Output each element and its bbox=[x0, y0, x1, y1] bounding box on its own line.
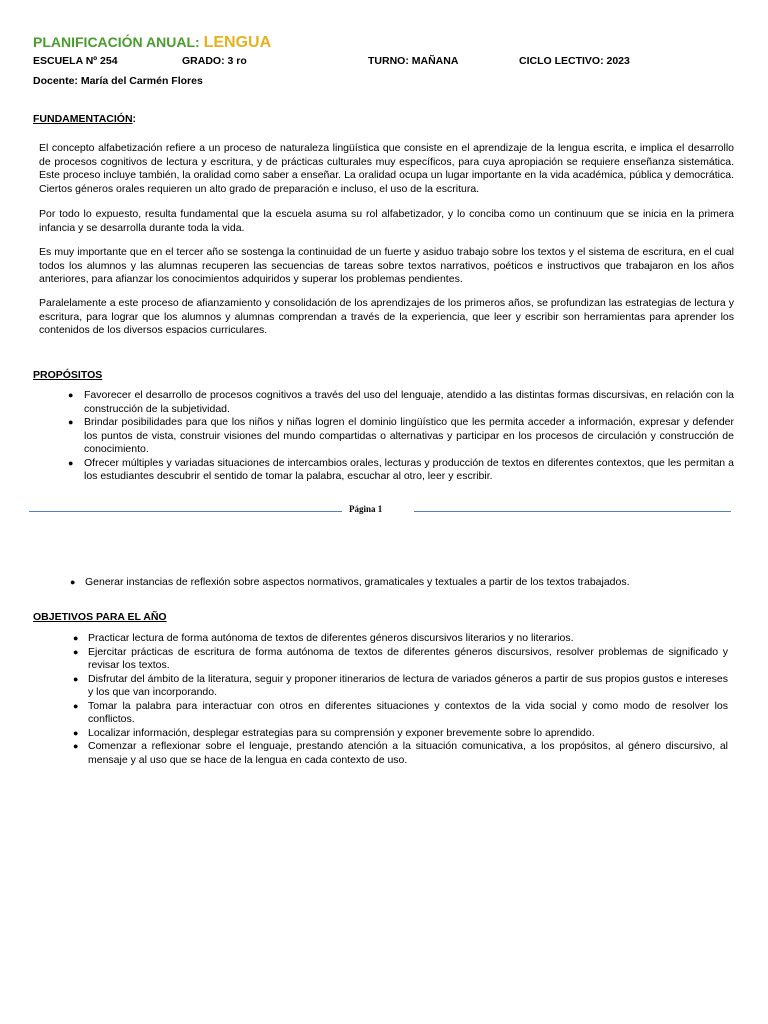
grado-label: GRADO: 3 ro bbox=[182, 55, 247, 67]
list-item-text: Favorecer el desarrollo de procesos cognitivos a través del uso del lenguaje, atendido a las distintas formas discursivas, en relación con la construcción de la subjetividad. bbox=[84, 389, 734, 415]
list-item bbox=[73, 645, 728, 673]
list-item bbox=[73, 740, 728, 767]
fundamentacion-paragraph: Paralelamente a este proceso de afianzamiento y consolidación de los aprendizajes de los primeros años, se profundizan las estrategias de lectura y escritura, para lograr que los alumnos y alumnas comprendan a través de la experiencia, que leer y escribir son herramientas para aprender los contenidos de los diversos espacios curriculares. bbox=[39, 297, 734, 336]
bullet-icon: ● bbox=[68, 457, 74, 468]
bullet-icon: ● bbox=[73, 673, 79, 684]
list-item bbox=[68, 416, 734, 457]
list-item-text: Localizar información, desplegar estrategias para su comprensión y exponer brevemente sobre lo aprendido. bbox=[88, 726, 595, 739]
objetivos-list bbox=[73, 632, 728, 767]
list-item-text: Brindar posibilidades para que los niños y niñas logren el dominio lingüístico que les permita acceder a información, expresar y defender los puntos de vista, construir visiones del mundo compartidas o alternativas y participar en los procesos de circulación y construcción de conocimiento. bbox=[84, 416, 734, 455]
bullet-icon: ● bbox=[70, 577, 76, 587]
bullet-icon: ● bbox=[68, 390, 74, 400]
list-item bbox=[70, 576, 735, 590]
list-item-text: Ejercitar prácticas de escritura de forma autónoma de textos de diferentes géneros discursivos, resolver problemas de significado y revisar los textos. bbox=[88, 645, 728, 671]
title-prefix: PLANIFICACIÓN ANUAL: bbox=[33, 34, 204, 50]
list-item-text: Disfrutar del ámbito de la literatura, seguir y proponer itinerarios de lectura de variados géneros a partir de sus propios gustos e intereses y los que van incorporando. bbox=[88, 672, 728, 698]
list-item bbox=[73, 699, 728, 727]
ciclo-label: CICLO LECTIVO: 2023 bbox=[519, 55, 630, 67]
fundamentacion-heading-text: FUNDAMENTACIÓN bbox=[33, 113, 133, 125]
fundamentacion-paragraph: Es muy importante que en el tercer año se sostenga la continuidad de un fuerte y asiduo trabajo sobre los textos y el sistema de escritura, en el cual todos los alumnos y las alumnas recuperen las secuencias de tareas sobre textos narrativos, poéticos e instructivos que trabajaron en los años anteriores, para afianzar los conocimientos adquiridos y superar los problemas pendientes. bbox=[39, 246, 734, 285]
bullet-icon: ● bbox=[73, 741, 79, 751]
escuela-label: ESCUELA Nº 254 bbox=[33, 55, 118, 67]
page-number: Página 1 bbox=[349, 504, 383, 514]
fundamentacion-heading bbox=[33, 113, 136, 125]
docente-label: Docente: María del Carmén Flores bbox=[33, 75, 203, 87]
propositos-list bbox=[68, 389, 734, 484]
list-item bbox=[73, 672, 728, 700]
page-title bbox=[33, 34, 271, 52]
list-item-text: Comenzar a reflexionar sobre el lenguaje, prestando atención a la situación comunicativa, a los propósitos, al género discursivo, al mensaje y al uso que se hace de la lengua en cada contexto de uso. bbox=[88, 740, 728, 766]
bullet-icon: ● bbox=[73, 700, 79, 711]
list-item-text: Generar instancias de reflexión sobre aspectos normativos, gramaticales y textuales a partir de los textos trabajados. bbox=[85, 576, 630, 588]
list-item-text: Ofrecer múltiples y variadas situaciones de intercambios orales, lecturas y producción de textos en diferentes contextos, que les permitan a los estudiantes descubrir el sentido de tomar la palabra, escuchar al otro, leer y escribir. bbox=[84, 456, 734, 482]
list-item bbox=[73, 726, 728, 741]
list-item bbox=[68, 389, 734, 416]
bullet-icon: ● bbox=[68, 417, 74, 427]
bullet-icon: ● bbox=[73, 727, 79, 738]
list-item bbox=[73, 632, 728, 646]
propositos-heading: PROPÓSITOS bbox=[33, 369, 103, 381]
fundamentacion-heading-colon: : bbox=[132, 113, 137, 125]
list-item-text: Tomar la palabra para interactuar con otros en diferentes situaciones y contextos de la vida social y como modo de resolver los conflictos. bbox=[88, 699, 728, 725]
objetivos-heading: OBJETIVOS PARA EL AÑO bbox=[33, 611, 167, 623]
bullet-icon: ● bbox=[73, 646, 79, 657]
bullet-icon: ● bbox=[73, 633, 79, 643]
list-item-text: Practicar lectura de forma autónoma de textos de diferentes géneros discursivos literarios y no literarios. bbox=[88, 632, 574, 644]
footer-rule-left bbox=[29, 511, 342, 512]
title-subject: LENGUA bbox=[203, 34, 272, 51]
fundamentacion-paragraph: Por todo lo expuesto, resulta fundamental que la escuela asuma su rol alfabetizador, y lo conciba como un continuum que se inicia en la primera infancia y se desarrolla durante toda la vida. bbox=[39, 208, 734, 234]
list-item bbox=[68, 456, 734, 484]
footer-rule-right bbox=[414, 511, 731, 512]
propositos-list-continued bbox=[70, 576, 735, 590]
turno-label: TURNO: MAÑANA bbox=[368, 55, 459, 67]
fundamentacion-paragraph: El concepto alfabetización refiere a un proceso de naturaleza lingüística que consiste en el aprendizaje de la lengua escrita, e implica el desarrollo de procesos cognitivos de lectura y escritura, y de prácticas culturales muy específicos, para cuya apropiación se requiere enseñanza sistemática. Este proceso incluye también, la oralidad como saber a enseñar. La oralidad ocupa un lugar importante en la vida académica, pública y democrática. Ciertos géneros orales requieren un alto grado de preparación e incluso, el uso de la escritura. bbox=[39, 142, 734, 195]
